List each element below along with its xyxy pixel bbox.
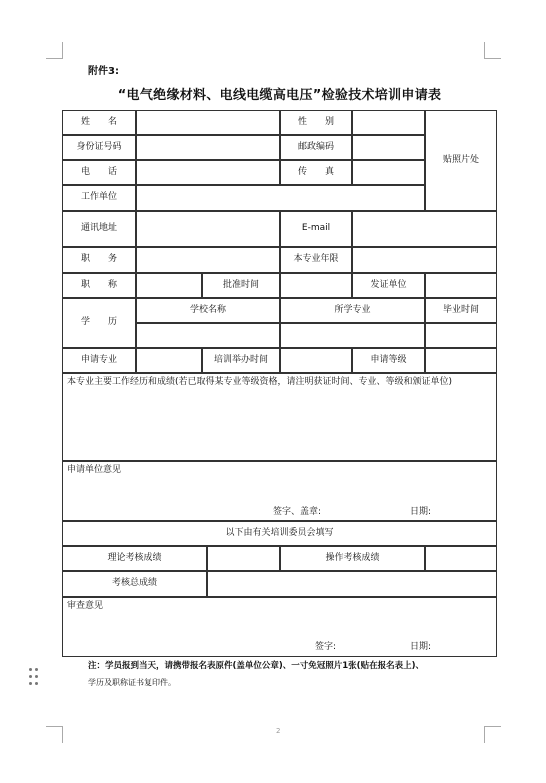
practice-score-label: 操作考核成绩 <box>280 546 425 571</box>
id-number-label: 身份证号码 <box>62 135 136 160</box>
postcode-label: 邮政编码 <box>280 135 352 160</box>
unit-opinion-label: 申请单位意见 <box>67 465 122 475</box>
training-time-field[interactable] <box>280 348 352 373</box>
phone-label: 电 话 <box>62 160 136 185</box>
review-date-label: 日期: <box>410 642 432 652</box>
total-score-label: 考核总成绩 <box>62 571 207 597</box>
years-label: 本专业年限 <box>280 247 352 273</box>
unit-date-label: 日期: <box>410 507 432 517</box>
drag-handle-icon[interactable] <box>29 668 39 686</box>
job-title-field[interactable] <box>136 273 202 298</box>
address-label: 通讯地址 <box>62 211 136 247</box>
crop-mark-top-left <box>46 42 63 59</box>
email-field[interactable] <box>352 211 497 247</box>
practice-score-field[interactable] <box>425 546 497 571</box>
major-label: 所学专业 <box>280 298 425 323</box>
issuer-field[interactable] <box>425 273 497 298</box>
note-line-2: 学历及职称证书复印件。 <box>88 678 176 687</box>
gender-label: 性 别 <box>280 110 352 135</box>
fax-field[interactable] <box>352 160 425 185</box>
position-field[interactable] <box>136 247 280 273</box>
crop-mark-bottom-left <box>46 726 63 743</box>
school-label: 学校名称 <box>136 298 280 323</box>
experience-section[interactable] <box>62 373 497 461</box>
form-title: “电气绝缘材料、电线电缆高电压”检验技术培训申请表 <box>117 88 442 103</box>
employer-field[interactable] <box>136 185 425 211</box>
position-label: 职 务 <box>62 247 136 273</box>
review-label: 审查意见 <box>67 601 104 611</box>
total-score-field[interactable] <box>207 571 497 597</box>
apply-level-field[interactable] <box>425 348 497 373</box>
crop-mark-top-right <box>484 42 501 59</box>
name-field[interactable] <box>136 110 280 135</box>
approval-time-label: 批准时间 <box>202 273 280 298</box>
page-number: 2 <box>276 727 281 735</box>
training-time-label: 培训举办时间 <box>202 348 280 373</box>
gender-field[interactable] <box>352 110 425 135</box>
school-field[interactable] <box>136 323 280 348</box>
theory-score-label: 理论考核成绩 <box>62 546 207 571</box>
sign-stamp-label: 签字、盖章: <box>273 507 322 517</box>
theory-score-field[interactable] <box>207 546 280 571</box>
note-line-1: 注：学员报到当天，请携带报名表原件(盖单位公章)、一寸免冠照片1张(贴在报名表上)、 <box>88 661 424 671</box>
issuer-label: 发证单位 <box>352 273 425 298</box>
committee-header: 以下由有关培训委员会填写 <box>62 521 497 546</box>
application-form-table <box>62 110 497 657</box>
graduation-label: 毕业时间 <box>425 298 497 323</box>
id-number-field[interactable] <box>136 135 280 160</box>
graduation-field[interactable] <box>425 323 497 348</box>
unit-opinion-section[interactable] <box>62 461 497 521</box>
employer-label: 工作单位 <box>62 185 136 211</box>
job-title-label: 职 称 <box>62 273 136 298</box>
annex-label: 附件3: <box>88 66 119 77</box>
name-label: 姓 名 <box>62 110 136 135</box>
review-section[interactable] <box>62 597 497 657</box>
photo-box[interactable]: 贴照片处 <box>425 110 497 211</box>
postcode-field[interactable] <box>352 135 425 160</box>
phone-field[interactable] <box>136 160 280 185</box>
years-field[interactable] <box>352 247 497 273</box>
crop-mark-bottom-right <box>484 726 501 743</box>
apply-major-label: 申请专业 <box>62 348 136 373</box>
education-label: 学 历 <box>62 298 136 348</box>
apply-major-field[interactable] <box>136 348 202 373</box>
fax-label: 传 真 <box>280 160 352 185</box>
apply-level-label: 申请等级 <box>352 348 425 373</box>
review-sign-label: 签字: <box>315 642 337 652</box>
address-field[interactable] <box>136 211 280 247</box>
approval-time-field[interactable] <box>280 273 352 298</box>
email-label: E-mail <box>280 211 352 247</box>
experience-label: 本专业主要工作经历和成绩(若已取得某专业等级资格，请注明获证时间、专业、等级和颁证单位) <box>67 377 453 387</box>
major-field[interactable] <box>280 323 425 348</box>
